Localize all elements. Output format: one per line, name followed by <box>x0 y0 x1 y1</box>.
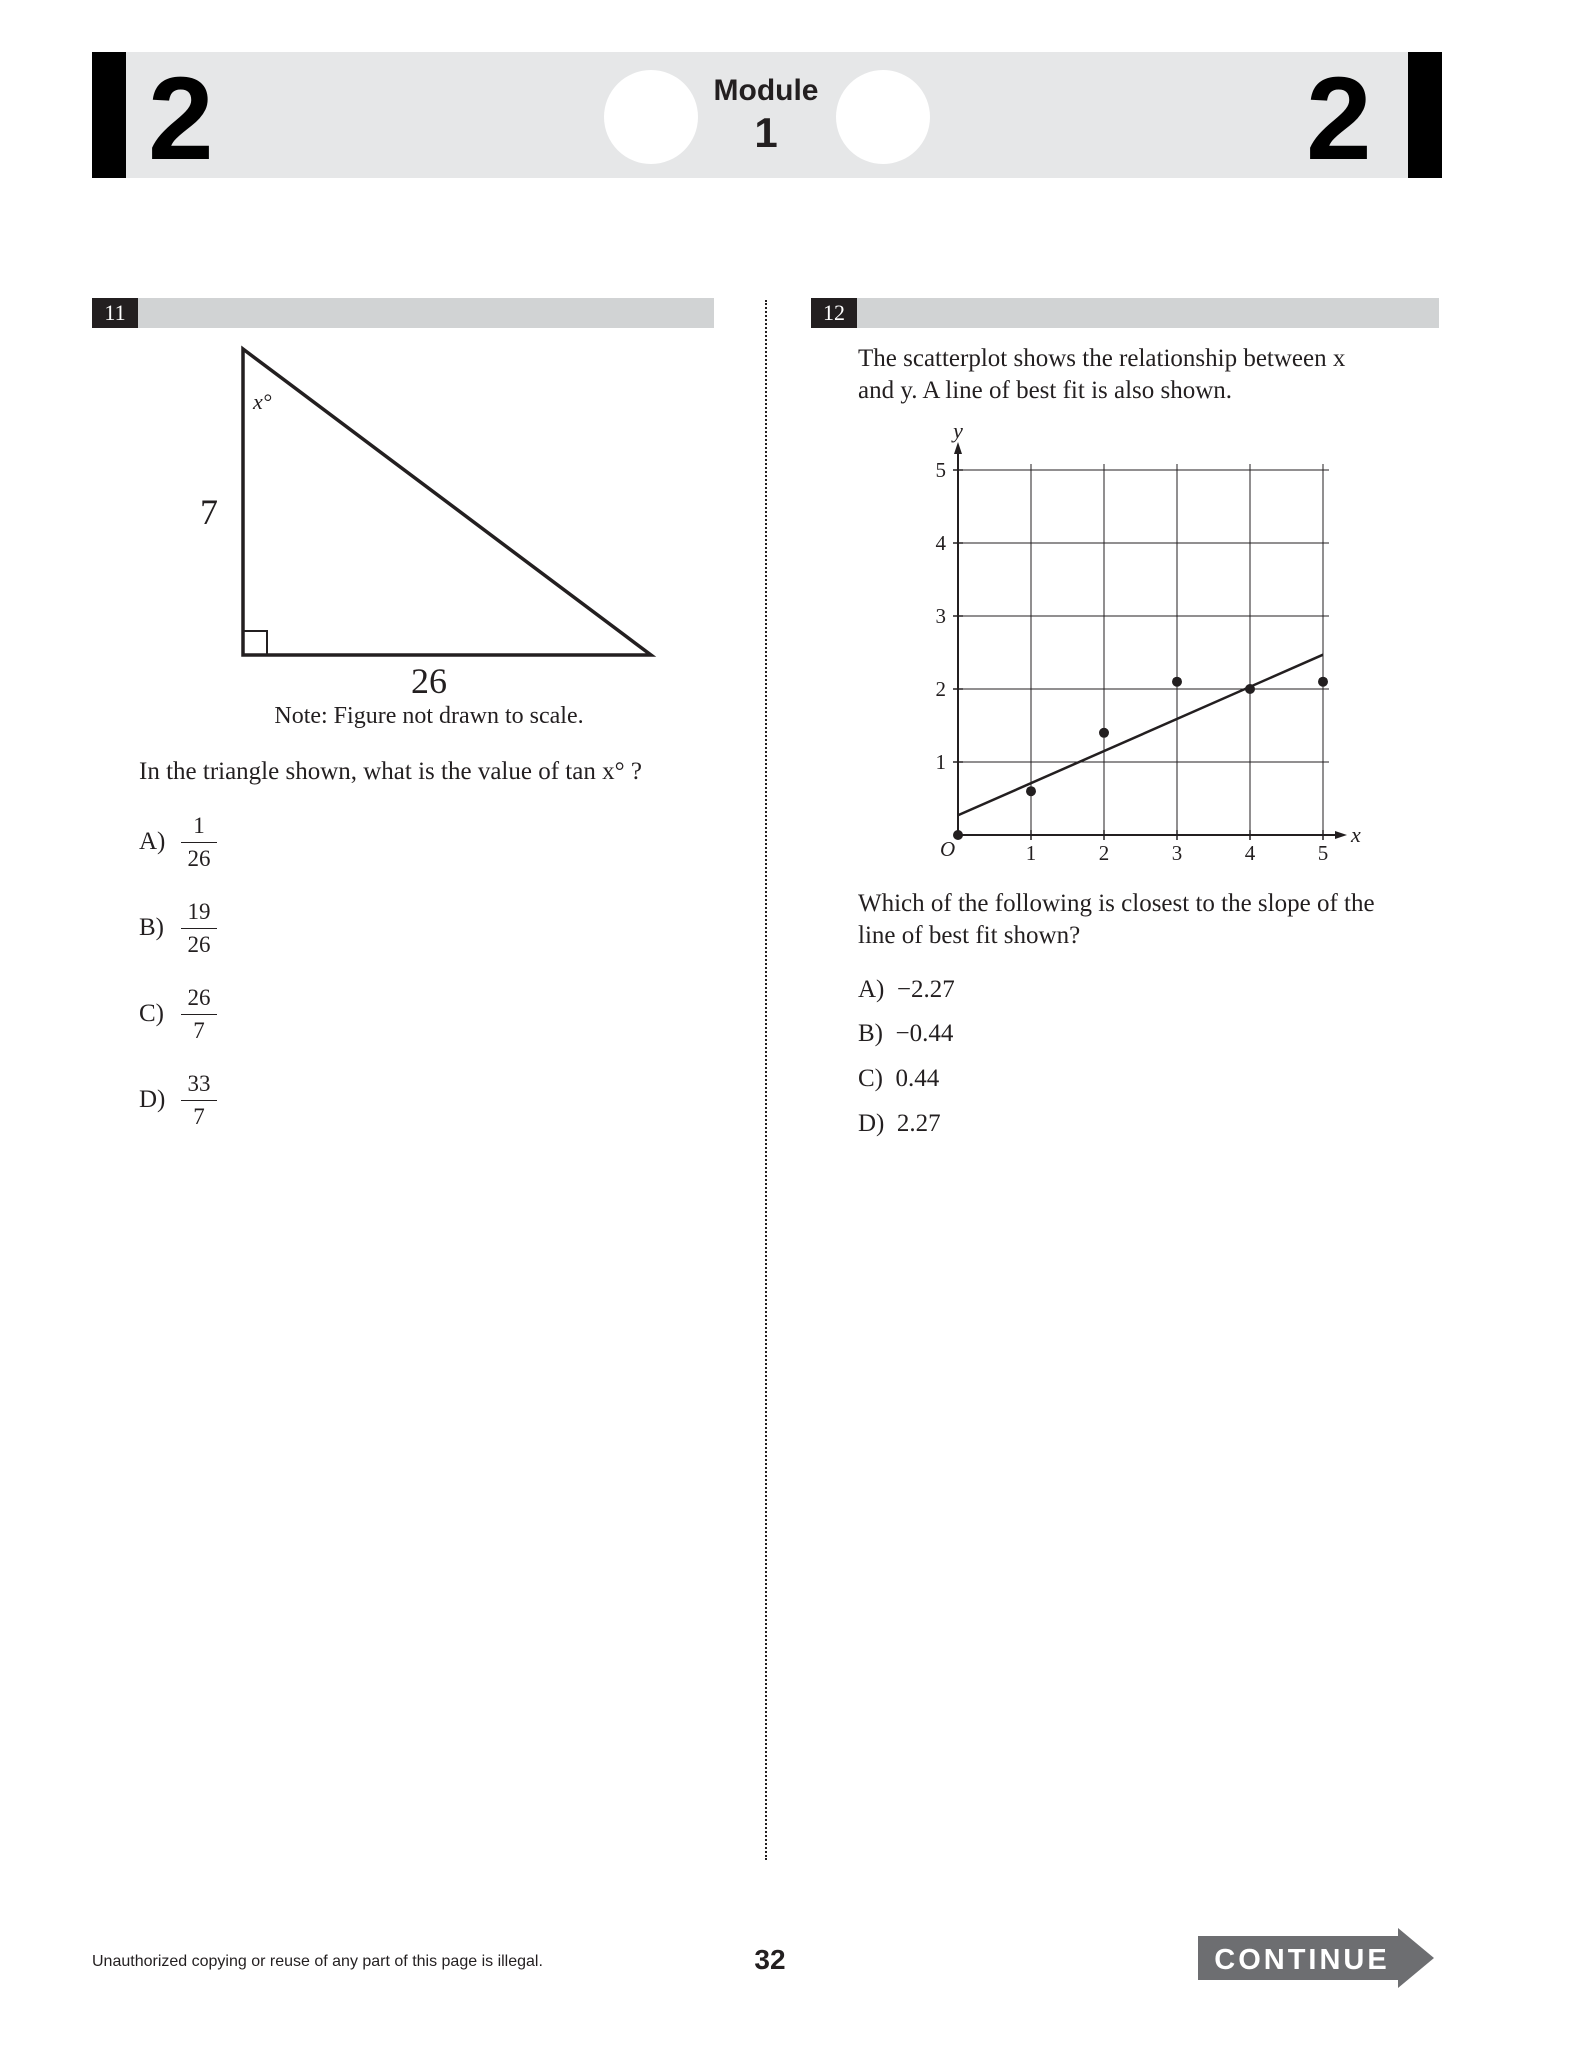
q12-choice-b[interactable]: B) −0.44 <box>858 1020 954 1047</box>
q12-scatterplot <box>0 0 1592 900</box>
continue-arrow[interactable] <box>1198 1928 1434 1988</box>
angle-label: x° <box>253 389 272 414</box>
x-tick-label: 2 <box>1098 841 1110 865</box>
x-tick-label: 5 <box>1317 841 1329 865</box>
q11-choice-b[interactable] <box>139 898 239 962</box>
q11-prompt: In the triangle shown, what is the value of tan x° ? <box>139 758 642 785</box>
y-axis-arrow <box>954 442 962 454</box>
copyright-notice: Unauthorized copying or reuse of any part of this page is illegal. <box>92 1953 543 1970</box>
q11-choice-d[interactable] <box>139 1070 239 1134</box>
side-label-horizontal: 26 <box>411 661 447 701</box>
q12-choice-d[interactable]: D) 2.27 <box>858 1110 941 1137</box>
q11-number: 11 <box>92 298 138 328</box>
x-tick-label: 4 <box>1244 841 1256 865</box>
data-point <box>953 830 963 840</box>
choice-fraction: $\frac{26}{7}$ <box>181 984 217 1045</box>
figure-note: Note: Figure not drawn to scale. <box>274 703 584 729</box>
choice-letter: A) <box>139 828 166 855</box>
section-number-left: 2 <box>148 53 214 185</box>
data-point <box>1318 677 1328 687</box>
page-number: 32 <box>754 1944 786 1975</box>
x-axis-label: x <box>1351 822 1361 847</box>
q12-choice-a[interactable]: A) −2.27 <box>858 976 955 1003</box>
y-tick-label: 4 <box>935 531 946 555</box>
q12-question-line1: Which of the following is closest to the slope of the <box>858 890 1375 917</box>
choice-letter: C) <box>139 1000 164 1027</box>
q12-intro-line1: The scatterplot shows the relationship between x <box>858 345 1346 372</box>
continue-label: CONTINUE <box>1214 1944 1390 1976</box>
module-label: Module <box>713 74 819 107</box>
q11-choice-c[interactable] <box>139 984 239 1048</box>
x-tick-label: 3 <box>1171 841 1183 865</box>
q12-choice-c[interactable]: C) 0.44 <box>858 1065 940 1092</box>
tan-expression: tan x° <box>565 758 625 785</box>
y-tick-label: 5 <box>935 458 946 482</box>
y-tick-label: 2 <box>935 677 946 701</box>
side-label-vertical: 7 <box>200 492 218 532</box>
data-point <box>1172 677 1182 687</box>
origin-label: O <box>940 837 956 861</box>
q12-question-line2: line of best fit shown? <box>858 922 1081 949</box>
line-of-best-fit <box>958 655 1323 816</box>
q12-number: 12 <box>811 298 857 328</box>
y-axis-label: y <box>953 418 963 443</box>
x-tick-label: 1 <box>1025 841 1037 865</box>
choice-letter: D) <box>139 1086 166 1113</box>
y-tick-label: 1 <box>935 750 946 774</box>
y-tick-label: 3 <box>935 604 946 628</box>
choice-fraction: $\frac{33}{7}$ <box>181 1070 217 1131</box>
choice-fraction: $\frac{1}{26}$ <box>181 812 217 873</box>
data-point <box>1099 728 1109 738</box>
choice-fraction: $\frac{19}{26}$ <box>181 898 217 959</box>
q12-intro-line2: and y. A line of best fit is also shown. <box>858 377 1233 404</box>
section-number-right: 2 <box>1306 53 1372 185</box>
x-axis-arrow <box>1335 831 1347 839</box>
data-point <box>1245 684 1255 694</box>
data-point <box>1026 786 1036 796</box>
module-number: 1 <box>754 109 778 156</box>
choice-letter: B) <box>139 914 164 941</box>
